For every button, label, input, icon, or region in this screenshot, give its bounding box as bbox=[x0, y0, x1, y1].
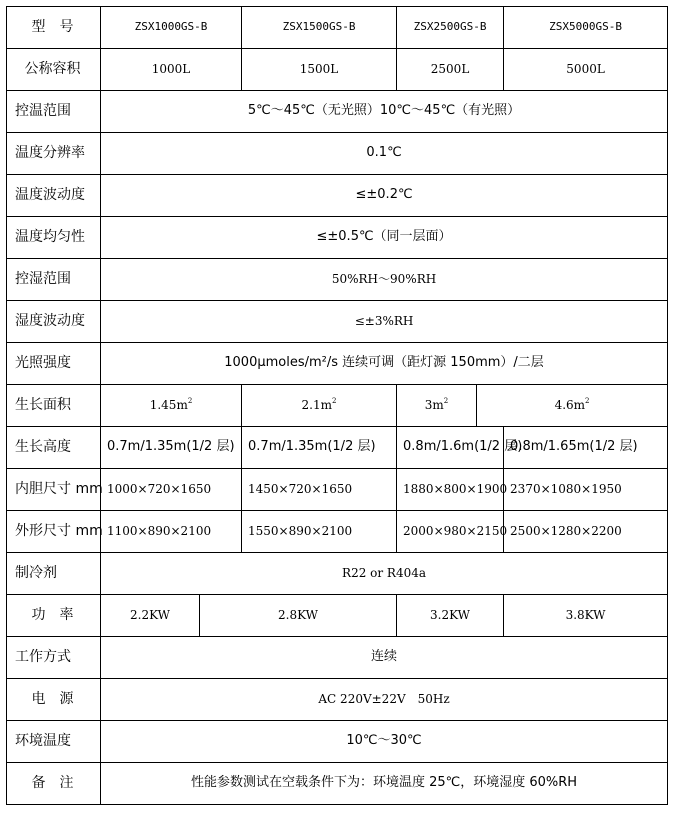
inner-size-value-3: 1880×800×1900 bbox=[397, 469, 504, 511]
volume-label: 公称容积 bbox=[7, 49, 101, 91]
ambient-temp-value: 10℃～30℃ bbox=[101, 721, 668, 763]
outer-size-value-3: 2000×980×2150 bbox=[397, 511, 504, 553]
growth-area-number-3: 3m bbox=[424, 398, 444, 413]
model-2: ZSX1500GS-B bbox=[242, 7, 397, 49]
row-outer-size bbox=[7, 511, 668, 553]
growth-area-value-1 bbox=[101, 385, 242, 427]
growth-height-value-2: 0.7m/1.35m(1/2 层) bbox=[242, 427, 397, 469]
growth-area-value-3 bbox=[397, 385, 477, 427]
growth-area-unit-1: 2 bbox=[187, 397, 193, 406]
temp-uniformity-value: ≤±0.5℃（同一层面） bbox=[101, 217, 668, 259]
temp-resolution-value: 0.1℃ bbox=[101, 133, 668, 175]
growth-area-unit-4: 2 bbox=[585, 397, 590, 406]
row-note bbox=[7, 763, 668, 805]
refrigerant-label: 制冷剂 bbox=[7, 553, 101, 595]
note-label: 备 注 bbox=[7, 763, 101, 805]
row-temp-fluctuation bbox=[7, 175, 668, 217]
row-volume bbox=[7, 49, 668, 91]
temp-fluctuation-label: 温度波动度 bbox=[7, 175, 101, 217]
growth-height-value-3: 0.8m/1.6m(1/2 层) bbox=[397, 427, 504, 469]
light-intensity-value: 1000μmoles/m²/s 连续可调（距灯源 150mm）/二层 bbox=[101, 343, 668, 385]
row-temp-range bbox=[7, 91, 668, 133]
work-mode-value: 连续 bbox=[101, 637, 668, 679]
refrigerant-value: R22 or R404a bbox=[101, 553, 668, 595]
humidity-range-label: 控湿范围 bbox=[7, 259, 101, 301]
growth-area-number-2: 2.1m bbox=[301, 398, 333, 413]
growth-area-value-2 bbox=[242, 385, 397, 427]
model-1: ZSX1000GS-B bbox=[101, 7, 242, 49]
power-label: 功 率 bbox=[7, 595, 101, 637]
light-intensity-label: 光照强度 bbox=[7, 343, 101, 385]
power-value-4: 3.8KW bbox=[504, 595, 668, 637]
row-humidity-range bbox=[7, 259, 668, 301]
outer-size-value-1: 1100×890×2100 bbox=[101, 511, 242, 553]
power-supply-value: AC 220V±22V 50Hz bbox=[101, 679, 668, 721]
row-inner-size bbox=[7, 469, 668, 511]
temp-fluctuation-value: ≤±0.2℃ bbox=[101, 175, 668, 217]
power-value-1: 2.2KW bbox=[101, 595, 200, 637]
spec-table bbox=[6, 6, 668, 805]
growth-height-label: 生长高度 bbox=[7, 427, 101, 469]
work-mode-label: 工作方式 bbox=[7, 637, 101, 679]
growth-area-number-1: 1.45m bbox=[149, 398, 188, 413]
volume-value-3: 2500L bbox=[397, 49, 504, 91]
volume-value-1: 1000L bbox=[101, 49, 242, 91]
row-growth-area bbox=[7, 385, 668, 427]
row-temp-resolution bbox=[7, 133, 668, 175]
power-supply-label: 电 源 bbox=[7, 679, 101, 721]
humidity-range-value: 50%RH～90%RH bbox=[101, 259, 668, 301]
growth-area-label: 生长面积 bbox=[7, 385, 101, 427]
row-refrigerant bbox=[7, 553, 668, 595]
growth-height-value-4: 0.8m/1.65m(1/2 层) bbox=[504, 427, 668, 469]
model-3: ZSX2500GS-B bbox=[397, 7, 504, 49]
inner-size-label: 内胆尺寸 mm bbox=[7, 469, 101, 511]
humidity-fluctuation-value: ≤±3%RH bbox=[101, 301, 668, 343]
temp-range-value: 5℃～45℃（无光照）10℃～45℃（有光照） bbox=[101, 91, 668, 133]
model-4: ZSX5000GS-B bbox=[504, 7, 668, 49]
row-ambient-temp bbox=[7, 721, 668, 763]
growth-area-value-4 bbox=[477, 385, 668, 427]
growth-height-value-1: 0.7m/1.35m(1/2 层) bbox=[101, 427, 242, 469]
volume-value-4: 5000L bbox=[504, 49, 668, 91]
power-value-2: 2.8KW bbox=[200, 595, 397, 637]
row-growth-height bbox=[7, 427, 668, 469]
inner-size-value-1: 1000×720×1650 bbox=[101, 469, 242, 511]
row-work-mode bbox=[7, 637, 668, 679]
outer-size-value-4: 2500×1280×2200 bbox=[504, 511, 668, 553]
row-humidity-fluctuation bbox=[7, 301, 668, 343]
temp-resolution-label: 温度分辨率 bbox=[7, 133, 101, 175]
row-light-intensity bbox=[7, 343, 668, 385]
power-value-3: 3.2KW bbox=[397, 595, 504, 637]
model-label: 型 号 bbox=[7, 7, 101, 49]
temp-range-label: 控温范围 bbox=[7, 91, 101, 133]
temp-uniformity-label: 温度均匀性 bbox=[7, 217, 101, 259]
growth-area-number-4: 4.6m bbox=[554, 398, 586, 413]
outer-size-value-2: 1550×890×2100 bbox=[242, 511, 397, 553]
inner-size-value-2: 1450×720×1650 bbox=[242, 469, 397, 511]
row-model bbox=[7, 7, 668, 49]
growth-area-unit-3: 2 bbox=[443, 397, 449, 406]
row-temp-uniformity bbox=[7, 217, 668, 259]
ambient-temp-label: 环境温度 bbox=[7, 721, 101, 763]
humidity-fluctuation-label: 湿度波动度 bbox=[7, 301, 101, 343]
row-power bbox=[7, 595, 668, 637]
volume-value-2: 1500L bbox=[242, 49, 397, 91]
note-value: 性能参数测试在空载条件下为：环境温度 25℃，环境湿度 60%RH bbox=[101, 763, 668, 805]
inner-size-value-4: 2370×1080×1950 bbox=[504, 469, 668, 511]
outer-size-label: 外形尺寸 mm bbox=[7, 511, 101, 553]
row-power-supply bbox=[7, 679, 668, 721]
growth-area-unit-2: 2 bbox=[332, 397, 337, 406]
